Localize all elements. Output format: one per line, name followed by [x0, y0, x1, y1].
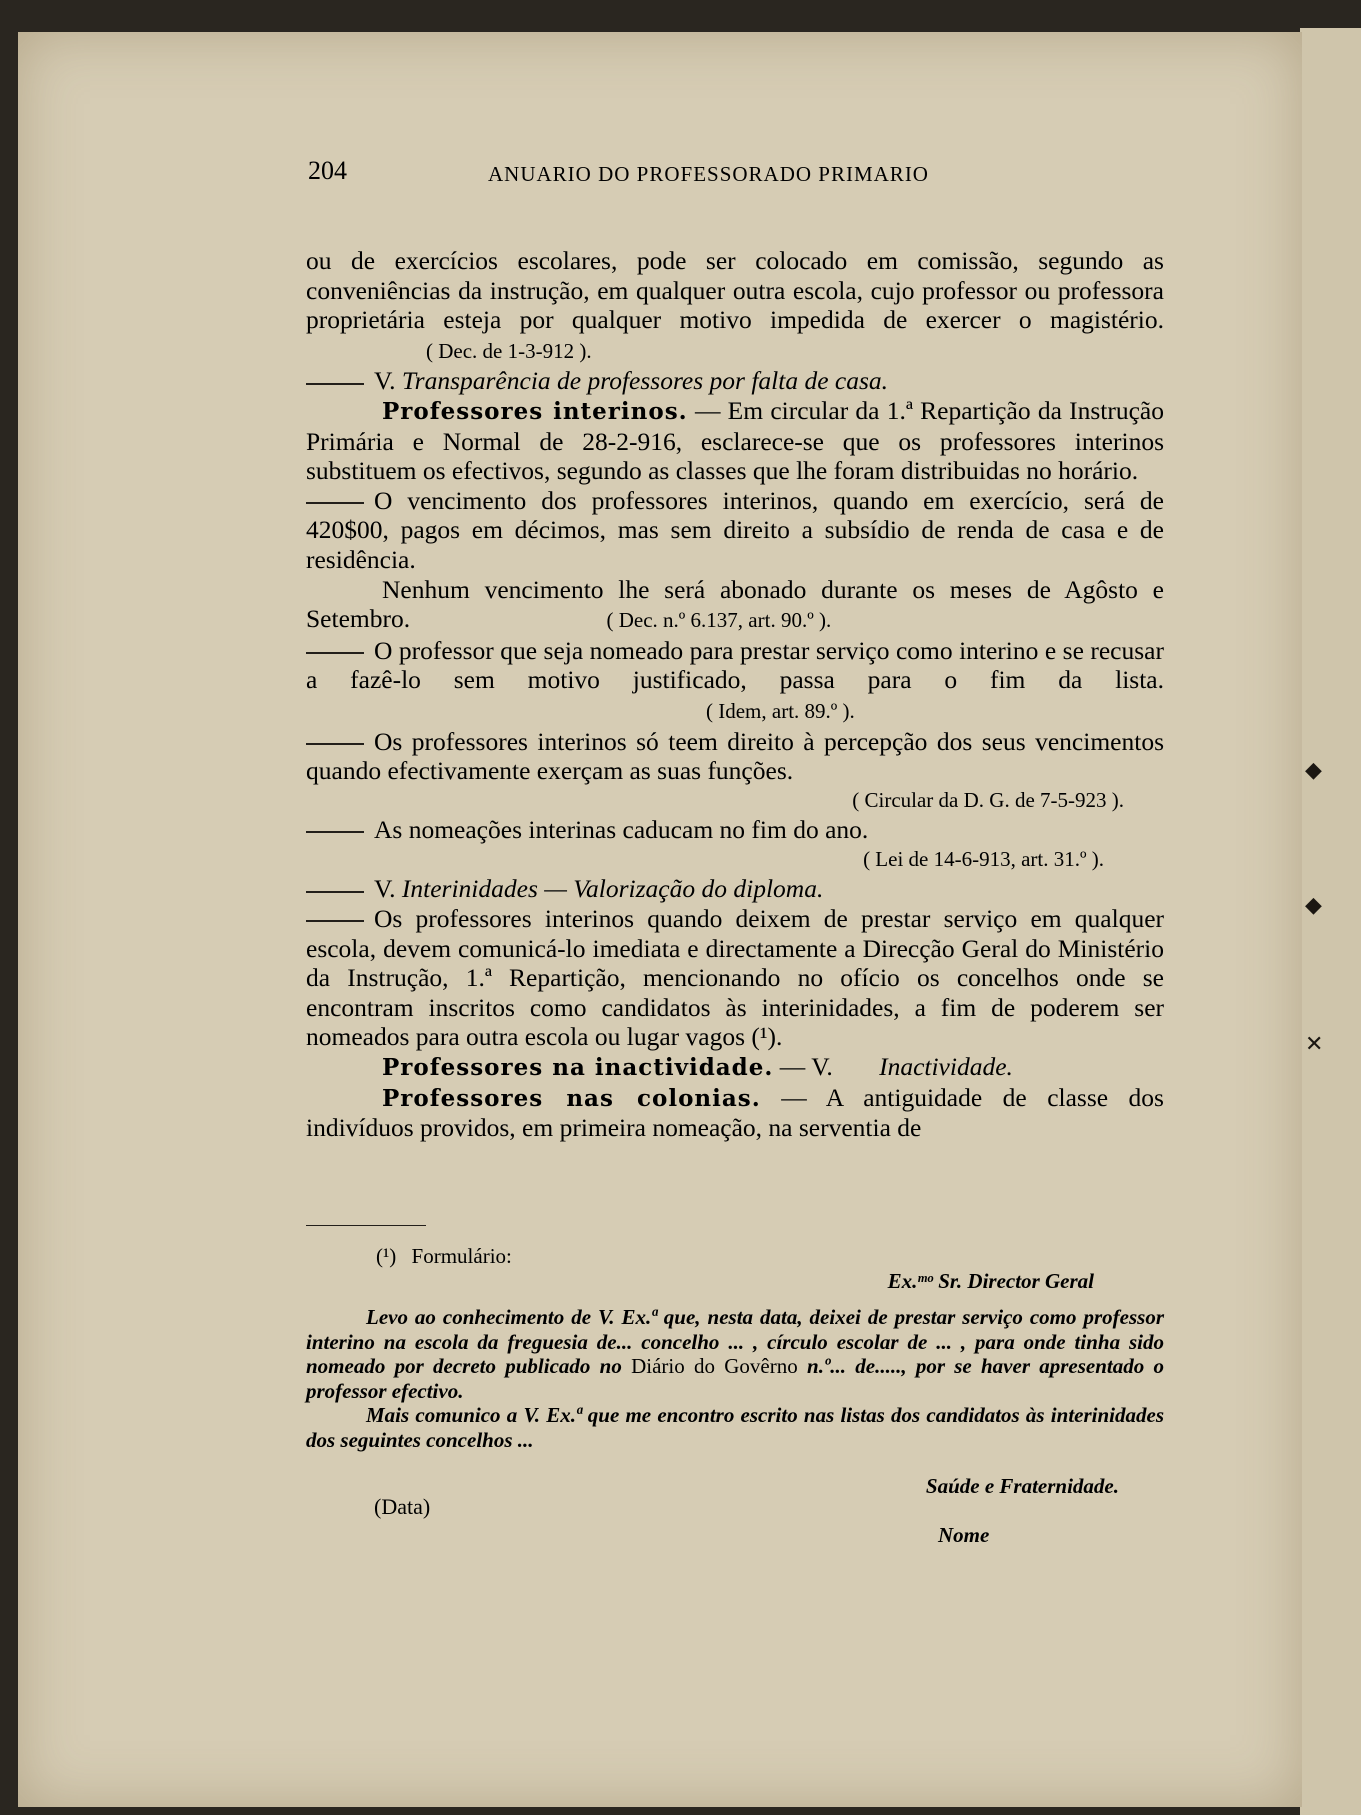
letter-text: n.º... de....., por se haver apresentado o professor efectivo.	[306, 1354, 1164, 1403]
adjacent-page-edge	[1300, 28, 1361, 1815]
letter-date: (Data)	[374, 1493, 431, 1519]
footnote	[306, 1244, 1164, 1548]
see-ref: V.	[374, 874, 396, 904]
see-ref: — V.	[779, 1052, 833, 1082]
paragraph	[306, 727, 1164, 786]
paragraph	[306, 1083, 1164, 1143]
letter-paragraph: Mais comunico a V. Ex.ª que me encontro escrito nas listas dos candidatos às interinidades dos seguintes concelhos ...	[306, 1403, 1164, 1452]
paragraph	[306, 815, 1164, 845]
paragraph-text: Os professores interinos só teem direito à percepção dos seus vencimentos quando efectivamente exerçam as suas funções.	[306, 726, 1164, 786]
footnote-label: Formulário:	[411, 1244, 512, 1268]
see-ref: V.	[374, 366, 396, 396]
paragraph	[306, 575, 1164, 636]
paragraph-text: Os professores interinos quando deixem de prestar serviço em qualquer escola, devem comunicá-lo imediata e directamente a Direcção Geral do Ministério da Instrução, 1.ª Repartição, mencionando no ofício os concelhos onde se encontram inscritos como candidatos às interinidades, a fim de poderem ser nomeados para outra escola ou lugar vagos (¹).	[306, 904, 1164, 1052]
paragraph	[306, 366, 1164, 396]
section-heading: Professores interinos.	[382, 397, 688, 425]
em-rule	[306, 383, 364, 385]
letter-text: Levo ao conhecimento de V. Ex.ª que, nesta data, deixei de prestar serviço como professor interino na escola da freguesia de... concelho ... , círculo escolar de ... , para onde tinha sido nomeado por decreto publicado no	[306, 1305, 1164, 1378]
publication-name: Diário do Govêrno	[631, 1354, 798, 1378]
paragraph-text: — A antiguidade de classe dos indivíduos providos, em primeira nomeação, na serventia de	[306, 1082, 1164, 1143]
footnote-heading	[306, 1244, 1164, 1269]
em-rule	[306, 502, 364, 504]
cross-reference: Transparência de professores por falta de casa.	[401, 366, 889, 396]
paragraph-text: ou de exercícios escolares, pode ser colocado em comissão, segundo as conveniências da instrução, em qualquer outra escola, cujo professor ou professora proprietária esteja por qualquer motivo impedida de exercer o magistério.	[306, 246, 1164, 335]
paragraph	[306, 486, 1164, 575]
footnote-marker: (¹)	[376, 1244, 397, 1268]
citation: ( Idem, art. 89.º ).	[706, 698, 855, 723]
paragraph	[306, 396, 1164, 486]
cross-reference: Inactividade.	[879, 1052, 1013, 1082]
em-rule	[306, 891, 364, 893]
paragraph	[306, 246, 1164, 366]
margin-mark: ✕	[1305, 1032, 1324, 1057]
letter-paragraph	[306, 1305, 1164, 1403]
margin-mark: ◆	[1305, 893, 1322, 918]
running-title: ANUARIO DO PROFESSORADO PRIMARIO	[488, 162, 929, 186]
em-rule	[306, 920, 364, 922]
running-header	[308, 156, 1008, 192]
em-rule	[306, 831, 364, 833]
letter-signature: Nome	[938, 1523, 990, 1547]
em-rule	[306, 743, 364, 745]
letter-closing: Saúde e Fraternidade.	[925, 1474, 1119, 1498]
page-body	[306, 246, 1164, 1143]
paragraph	[306, 1052, 1164, 1083]
citation: ( Lei de 14-6-913, art. 31.º ).	[863, 846, 1104, 871]
citation: ( Circular da D. G. de 7-5-923 ).	[852, 787, 1124, 812]
margin-mark: ◆	[1305, 758, 1322, 783]
paragraph	[306, 636, 1164, 727]
paragraph	[306, 904, 1164, 1052]
letter-salutation: Ex.ᵐᵒ Sr. Director Geral	[887, 1268, 1094, 1293]
paragraph	[306, 874, 1164, 904]
page-number: 204	[308, 156, 347, 185]
paragraph-text: Nenhum vencimento lhe será abonado durante os meses de Agôsto e Setembro.	[306, 574, 1164, 634]
paragraph-text: O vencimento dos professores interinos, quando em exercício, será de 420$00, pagos em décimos, mas sem direito a subsídio de renda de casa e de residência.	[306, 485, 1164, 574]
paragraph-text: — Em circular da 1.ª Repartição da Instrução Primária e Normal de 28-2-916, esclarece-se que os professores interinos substituem os efectivos, segundo as classes que lhe foram distribuidas no horário.	[306, 395, 1164, 486]
citation: ( Dec. n.º 6.137, art. 90.º ).	[606, 608, 832, 633]
footnote-rule	[306, 1225, 426, 1226]
em-rule	[306, 652, 364, 654]
section-heading: Professores nas colonias.	[382, 1084, 761, 1112]
section-heading: Professores na inactividade.	[382, 1054, 774, 1082]
paragraph-text: O professor que seja nomeado para prestar serviço como interino e se recusar a fazê-lo sem motivo justificado, passa para o fim da lista.	[306, 635, 1164, 695]
citation: ( Dec. de 1-3-912 ).	[426, 338, 592, 363]
cross-reference: Interinidades — Valorização do diploma.	[401, 874, 824, 904]
paragraph-text: As nomeações interinas caducam no fim do ano.	[374, 815, 869, 845]
